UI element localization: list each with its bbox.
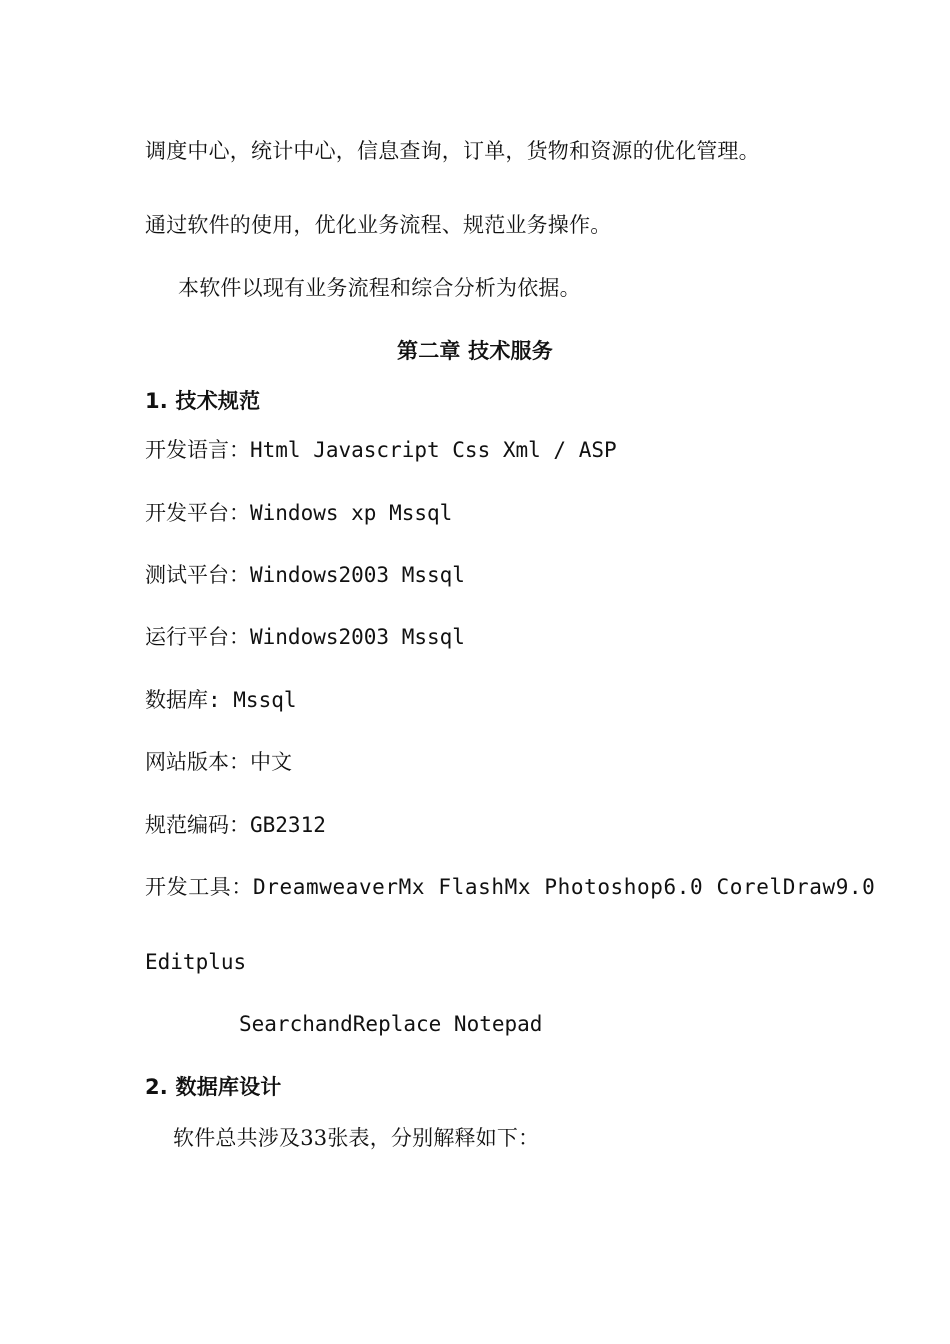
section-heading-database-design: 2. 数据库设计 <box>145 1075 282 1099</box>
intro-paragraph-1: 调度中心，统计中心，信息查询，订单，货物和资源的优化管理。 <box>145 139 760 163</box>
spec-test-platform: 测试平台：Windows2003 Mssql <box>145 563 465 587</box>
spec-run-platform: 运行平台：Windows2003 Mssql <box>145 625 465 649</box>
database-design-text: 软件总共涉及33张表，分别解释如下： <box>173 1126 540 1150</box>
spec-site-version: 网站版本：中文 <box>145 750 292 774</box>
spec-dev-language: 开发语言：Html Javascript Css Xml / ASP <box>145 438 617 462</box>
intro-paragraph-2: 通过软件的使用，优化业务流程、规范业务操作。 <box>145 213 612 237</box>
intro-paragraph-3: 本软件以现有业务流程和综合分析为依据。 <box>178 276 581 300</box>
chapter-title: 第二章 技术服务 <box>397 339 553 363</box>
section-heading-tech-spec: 1. 技术规范 <box>145 389 261 413</box>
spec-dev-tools-continued-2: SearchandReplace Notepad <box>239 1012 543 1036</box>
spec-dev-tools: 开发工具：DreamweaverMx FlashMx Photoshop6.0 CorelDraw9.0 <box>145 875 876 899</box>
spec-database: 数据库: Mssql <box>145 688 297 712</box>
spec-dev-platform: 开发平台：Windows xp Mssql <box>145 501 453 525</box>
spec-dev-tools-continued-1: Editplus <box>145 950 247 974</box>
spec-encoding: 规范编码：GB2312 <box>145 813 326 837</box>
